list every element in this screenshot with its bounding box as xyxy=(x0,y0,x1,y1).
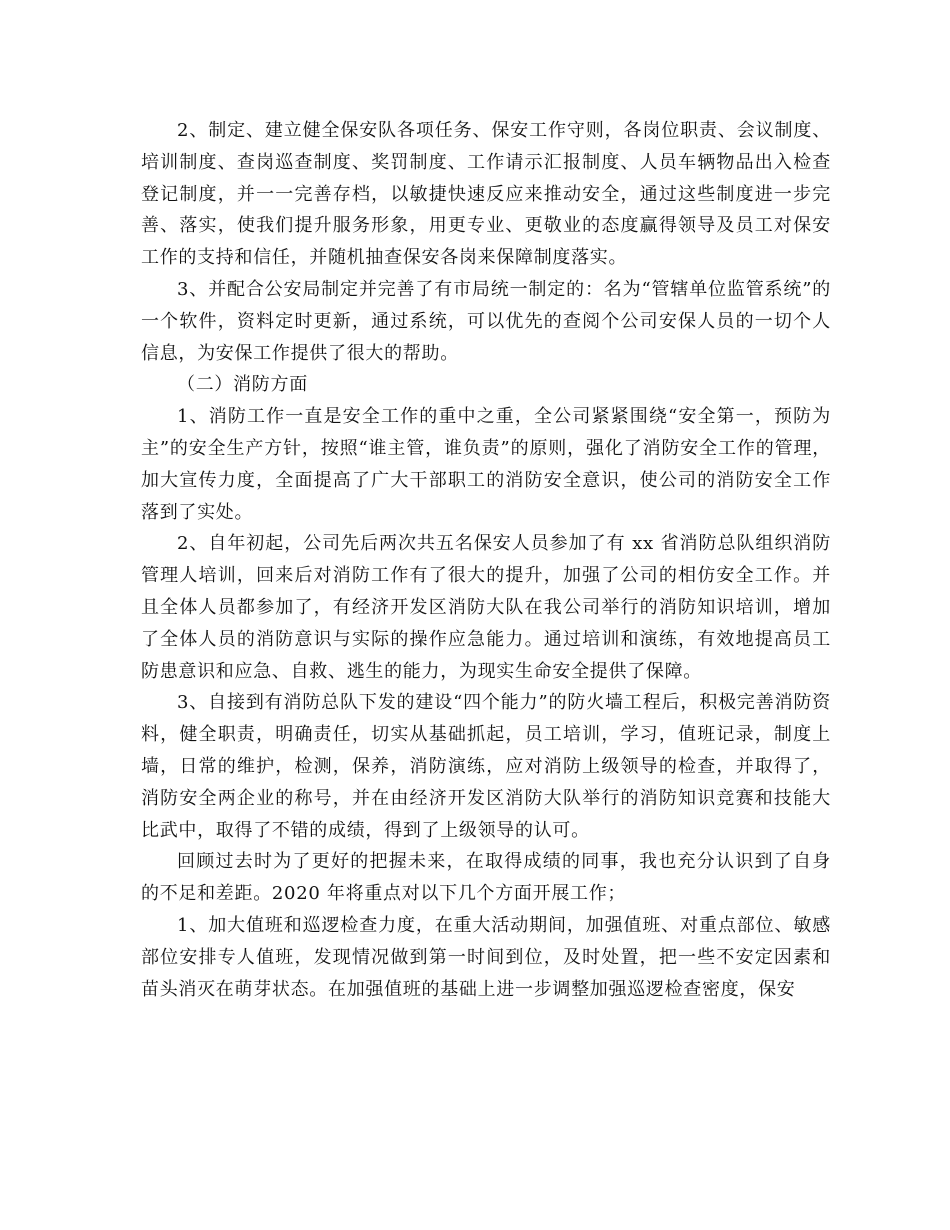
document-body xyxy=(141,115,831,1005)
paragraph-four-abilities: 3、自接到有消防总队下发的建设“四个能力”的防火墙工程后，积极完善消防资料，健全职责，明确责任，切实从基础抓起，员工培训，学习，值班记录，制度上墙，日常的维护，检测，保养，消防演练，应对消防上级领导的检查，并取得了，消防安全两企业的称号，并在由经济开发区消防大队举行的消防知识竞赛和技能大比武中，取得了不错的成绩，得到了上级领导的认可。 xyxy=(141,692,831,841)
paragraph-review: 回顾过去时为了更好的把握未来，在取得成绩的同事，我也充分认识到了自身的不足和差距。2020 年将重点对以下几个方面开展工作； xyxy=(141,851,831,905)
paragraph-fire-safety-priority: 1、消防工作一直是安全工作的重中之重，全公司紧紧围绕“安全第一，预防为主”的安全生产方针，按照“谁主管，谁负责”的原则，强化了消防安全工作的管理，加大宣传力度，全面提高了广大干部职工的消防安全意识，使公司的消防安全工作落到了实处。 xyxy=(141,406,831,523)
paragraph-patrol-duty: 1、加大值班和巡逻检查力度，在重大活动期间，加强值班、对重点部位、敏感部位安排专人值班，发现情况做到第一时间到位，及时处置，把一些不安定因素和苗头消灭在萌芽状态。在加强值班的基础上进一步调整加强巡逻检查密度，保安 xyxy=(141,914,831,1000)
section-heading-fire-protection: （二）消防方面 xyxy=(177,374,308,396)
paragraph-rules-system: 2、制定、建立健全保安队各项任务、保安工作守则，各岗位职责、会议制度、培训制度、查岗巡查制度、奖罚制度、工作请示汇报制度、人员车辆物品出入检查登记制度，并一一完善存档，以敏捷快速反应来推动安全，通过这些制度进一步完善、落实，使我们提升服务形象，用更专业、更敬业的态度赢得领导及员工对保安工作的支持和信任，并随机抽查保安各岗来保障制度落实。 xyxy=(141,120,831,269)
paragraph-fire-training: 2、自年初起，公司先后两次共五名保安人员参加了有 xx 省消防总队组织消防管理人培训，回来后对消防工作有了很大的提升，加强了公司的相仿安全工作。并且全体人员都参加了，有经济开发区消防大队在我公司举行的消防知识培训，增加了全体人员的消防意识与实际的操作应急能力。通过培训和演练，有效地提高员工防患意识和应急、自救、逃生的能力，为现实生命安全提供了保障。 xyxy=(141,533,831,682)
paragraph-supervision-system: 3、并配合公安局制定并完善了有市局统一制定的：名为“管辖单位监管系统”的一个软件，资料定时更新，通过系统，可以优先的查阅个公司安保人员的一切个人信息，为安保工作提供了很大的帮助。 xyxy=(141,278,831,364)
